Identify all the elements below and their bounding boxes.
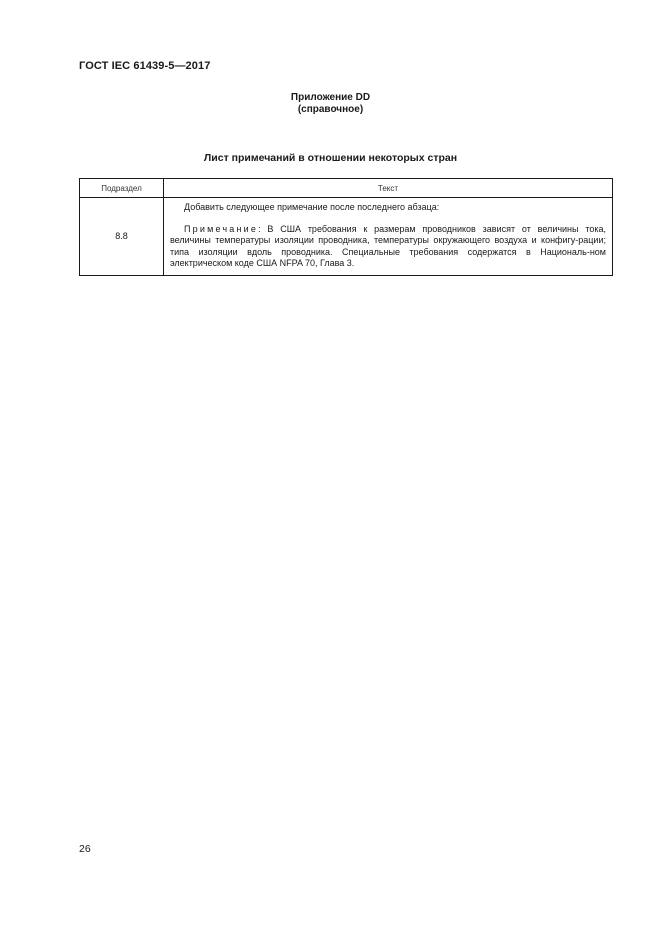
document-id-header: ГОСТ IEC 61439-5—2017 [79, 60, 211, 72]
column-header-subsection: Подраздел [80, 179, 164, 198]
table-header-row [80, 179, 613, 198]
page-number: 26 [79, 843, 91, 855]
appendix-subtitle: (справочное) [297, 104, 364, 115]
remarks-table [79, 178, 613, 276]
subsection-cell: 8.8 [80, 198, 164, 276]
note-text: : В США требования к размерам проводников зависят от величины тока, величины температуры изоляции проводника, температуры окружающего воздуха и конфигу-рации; типа изоляции вдоль проводника. Специальные требования содержатся в Националь-ном электрическом коде США NFPA 70, Глава 3. [170, 223, 606, 268]
appendix-heading [0, 92, 661, 116]
appendix-title: Приложение DD [290, 92, 371, 103]
section-title: Лист примечаний в отношении некоторых стран [203, 152, 458, 164]
intro-paragraph: Добавить следующее примечание после последнего абзаца: [184, 202, 440, 212]
note-label: Примечание [184, 223, 259, 234]
table-row [80, 198, 613, 276]
text-cell [164, 198, 613, 276]
note-paragraph [170, 224, 606, 270]
column-header-text: Текст [164, 179, 613, 198]
